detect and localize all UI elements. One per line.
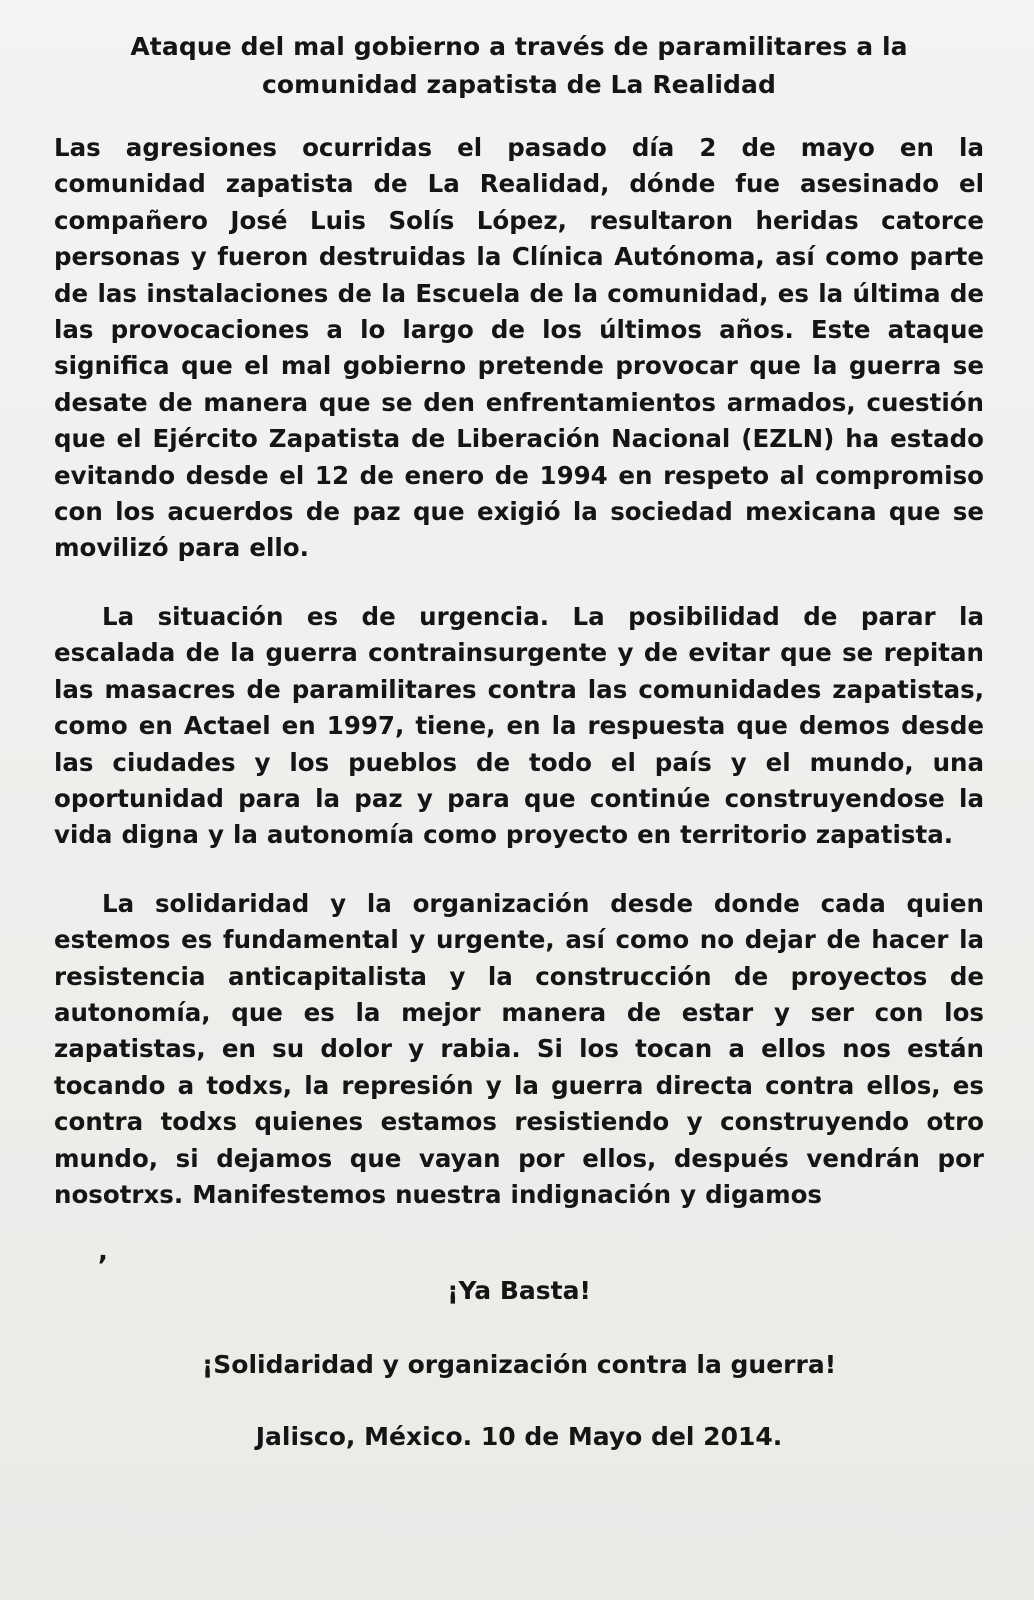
stray-comma: , bbox=[98, 1237, 108, 1268]
slogan-solidaridad: ¡Solidaridad y organización contra la guerra! bbox=[201, 1350, 837, 1380]
title-line-1: Ataque del mal gobierno a través de paramilitares a la bbox=[130, 32, 908, 61]
paragraph-3: La solidaridad y la organización desde donde cada quien estemos es fundamental y urgente, así como no dejar de hacer la resistencia anticapitalista y la construcción de proyectos de autonomía, que es la mejor manera de estar y ser con los zapatistas, en su dolor y rabia. Si los tocan a ellos nos están tocando a todxs, la represión y la guerra directa contra ellos, es contra todxs quienes estamos resistiendo y construyendo otro mundo, si dejamos que vayan por ellos, después vendrán por nosotrxs. Manifestemos nuestra indignación y digamos bbox=[54, 888, 984, 1209]
title-line-2: comunidad zapatista de La Realidad bbox=[261, 70, 777, 99]
signature-date: Jalisco, México. 10 de Mayo del 2014. bbox=[255, 1422, 783, 1452]
paragraph-1: Las agresiones ocurridas el pasado día 2 de mayo en la comunidad zapatista de La Realidad, dónde fue asesinado el compañero José Luis Solís López, resultaron heridas catorce personas y fueron destruidas la Clínica Autónoma, así como parte de las instalaciones de la Escuela de la comunidad, es la última de las provocaciones a lo largo de los últimos años. Este ataque significa que el mal gobierno pretende provocar que la guerra se desate de manera que se den enfrentamientos armados, cuestión que el Ejército Zapatista de Liberación Nacional (EZLN) ha estado evitando desde el 12 de enero de 1994 en respeto al compromiso con los acuerdos de paz que exigió la sociedad mexicana que se movilizó para ello. bbox=[54, 133, 984, 563]
paragraph-2: La situación es de urgencia. La posibilidad de parar la escalada de la guerra contrainsurgente y de evitar que se repitan las masacres de paramilitares contra las comunidades zapatistas, como en Actael en 1997, tiene, en la respuesta que demos desde las ciudades y los pueblos de todo el país y el mundo, una oportunidad para la paz y para que continúe construyendose la vida digna y la autonomía como proyecto en territorio zapatista. bbox=[54, 601, 984, 850]
document-title bbox=[54, 28, 984, 104]
slogan-ya-basta: ¡Ya Basta! bbox=[447, 1276, 591, 1306]
